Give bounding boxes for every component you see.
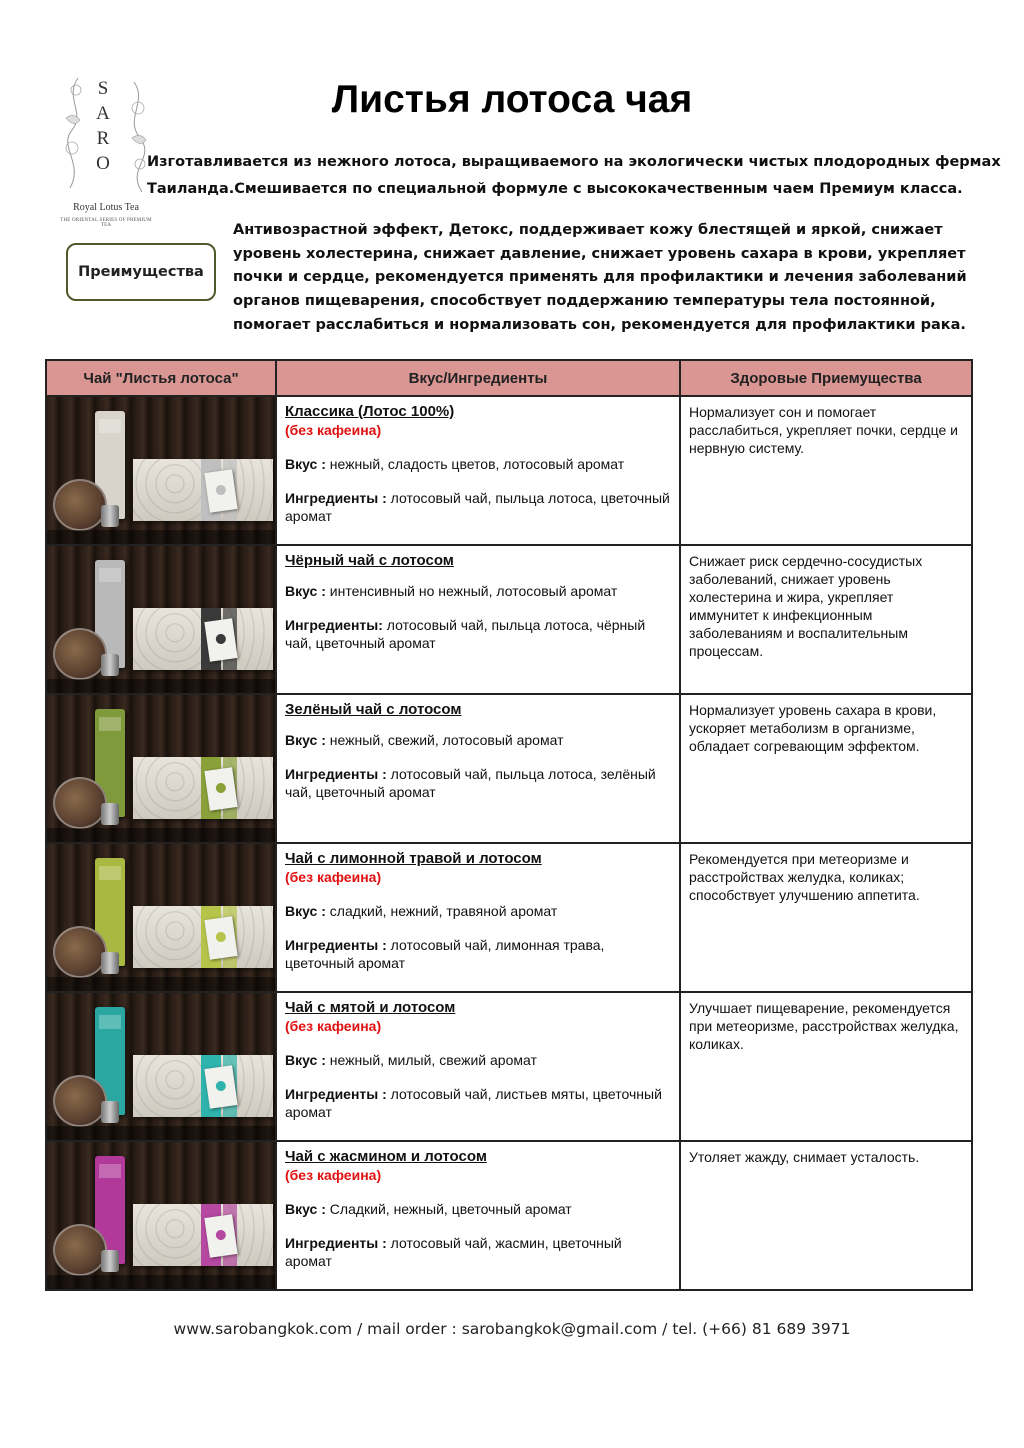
- health-benefits-cell: [680, 1141, 972, 1290]
- ingredients-value: лотосовый чай, жасмин, цветочный аромат: [285, 1235, 622, 1269]
- taste-value: нежный, сладость цветов, лотосовый аромат: [325, 456, 625, 472]
- header-tea: Чай "Листья лотоса": [46, 360, 276, 396]
- taste-label: Вкус :: [285, 1201, 326, 1217]
- ingredients-line: [285, 765, 671, 801]
- product-photo: [47, 397, 275, 544]
- intro-text: Изготавливается из нежного лотоса, выращиваемого на экологически чистых плодородных фермах Таиланда.Смешивается по специальной формуле с высококачественным чаем Премиум класса.: [147, 154, 1001, 197]
- ingredients-label: Ингредиенты:: [285, 617, 383, 633]
- table-row: [46, 843, 972, 992]
- taste-line: [285, 455, 671, 473]
- header-taste-ingredients: Вкус/Ингредиенты: [276, 360, 680, 396]
- tea-name: Чёрный чай с лотосом: [285, 552, 454, 569]
- logo-letter-o: O: [96, 153, 110, 174]
- table-row: [46, 694, 972, 843]
- taste-ingredients-cell: [276, 396, 680, 545]
- ingredients-label: Ингредиенты :: [285, 937, 387, 953]
- tea-sachet-icon: [204, 1065, 237, 1109]
- logo-letter-a: A: [96, 103, 110, 124]
- taste-label: Вкус :: [285, 456, 326, 472]
- glass-jar-icon: [53, 628, 107, 680]
- health-text: Утоляет жажду, снимает усталость.: [689, 1149, 920, 1165]
- ingredients-value: лотосовый чай, листьев мяты, цветочный аромат: [285, 1086, 662, 1120]
- taste-label: Вкус :: [285, 903, 326, 919]
- taste-label: Вкус :: [285, 1052, 326, 1068]
- tea-box-icon: [133, 608, 273, 670]
- decaf-note: (без кафеина): [285, 1018, 382, 1034]
- jar-lid-icon: [101, 1250, 119, 1272]
- taste-value: сладкий, нежний, травяной аромат: [325, 903, 558, 919]
- health-benefits-cell: [680, 843, 972, 992]
- tea-sachet-icon: [204, 618, 237, 662]
- product-photo-cell: [46, 1141, 276, 1290]
- decaf-note: (без кафеина): [285, 869, 382, 885]
- taste-value: Сладкий, нежный, цветочный аромат: [325, 1201, 572, 1217]
- product-photo-cell: [46, 843, 276, 992]
- table-row: [46, 545, 972, 694]
- logo-letter-s: S: [97, 78, 109, 99]
- product-photo: [47, 1142, 275, 1289]
- tea-name: Чай с жасмином и лотосом: [285, 1148, 487, 1165]
- ingredients-value: лотосовый чай, пыльца лотоса, чёрный чай, цветочный аромат: [285, 617, 646, 651]
- taste-ingredients-cell: [276, 843, 680, 992]
- table-row: [46, 396, 972, 545]
- ingredients-label: Ингредиенты :: [285, 766, 387, 782]
- advantages-label: Преимущества: [78, 264, 204, 280]
- taste-value: интенсивный но нежный, лотосовый аромат: [325, 583, 618, 599]
- product-photo-cell: [46, 992, 276, 1141]
- taste-line: [285, 582, 671, 600]
- product-photo-cell: [46, 694, 276, 843]
- ingredients-value: лотосовый чай, лимонная трава, цветочный аромат: [285, 937, 605, 971]
- health-text: Нормализует уровень сахара в крови, ускоряет метаболизм в организме, обладает согревающим эффектом.: [689, 702, 937, 754]
- jar-lid-icon: [101, 803, 119, 825]
- tea-name: Классика (Лотос 100%): [285, 403, 455, 420]
- footer-contacts: www.sarobangkok.com / mail order : sarobangkok@gmail.com / tel. (+66) 81 689 3971: [173, 1320, 851, 1338]
- product-photo-cell: [46, 545, 276, 694]
- ingredients-line: [285, 936, 671, 972]
- taste-ingredients-cell: [276, 1141, 680, 1290]
- glass-jar-icon: [53, 777, 107, 829]
- health-text: Нормализует сон и помогает расслабиться, укрепляет почки, сердце и нервную систему.: [689, 404, 958, 456]
- tea-sachet-icon: [204, 1214, 237, 1258]
- ingredients-line: [285, 1234, 671, 1270]
- glass-jar-icon: [53, 479, 107, 531]
- ingredients-label: Ингредиенты :: [285, 1086, 387, 1102]
- taste-ingredients-cell: [276, 694, 680, 843]
- table-row: [46, 992, 972, 1141]
- advantages-label-box: [66, 243, 216, 301]
- decaf-note: (без кафеина): [285, 422, 382, 438]
- tea-box-icon: [133, 1055, 273, 1117]
- taste-label: Вкус :: [285, 583, 326, 599]
- health-text: Улучшает пищеварение, рекомендуется при метеоризме, расстройствах желудка, коликах.: [689, 1000, 959, 1052]
- glass-jar-icon: [53, 1224, 107, 1276]
- table-row: [46, 1141, 972, 1290]
- logo-brand: Royal Lotus Tea: [73, 202, 139, 213]
- product-photo: [47, 844, 275, 991]
- taste-ingredients-cell: [276, 545, 680, 694]
- product-photo-cell: [46, 396, 276, 545]
- tea-name: Чай с лимонной травой и лотосом: [285, 850, 542, 867]
- tea-name: Чай с мятой и лотосом: [285, 999, 456, 1016]
- health-benefits-cell: [680, 694, 972, 843]
- tea-table: [45, 359, 973, 1291]
- health-text: Снижает риск сердечно-сосудистых заболеваний, снижает уровень холестерина и жира, укрепляет иммунитет к инфекционным заболеваниям и воспалительным процессам.: [689, 553, 923, 659]
- logo-tagline: THE ORIENTAL SERIES OF PREMIUM TEA: [60, 218, 152, 228]
- tea-box-icon: [133, 1204, 273, 1266]
- health-benefits-cell: [680, 545, 972, 694]
- advantages-text: Антивозрастной эффект, Детокс, поддерживает кожу блестящей и яркой, снижает уровень холестерина, снижает давление, снижает уровень сахара в крови, укрепляет почки и сердце, рекомендуется применять для профилактики и лечения заболеваний органов пищеварения, способствует поддержанию температуры тела постоянной, помогает расслабиться и нормализовать сон, рекомендуется для профилактики рака.: [233, 222, 967, 333]
- ingredients-line: [285, 489, 671, 525]
- tea-sachet-icon: [204, 916, 237, 960]
- page-title: Листья лотоса чая: [331, 78, 693, 121]
- ingredients-label: Ингредиенты :: [285, 1235, 387, 1251]
- taste-label: Вкус :: [285, 732, 326, 748]
- glass-jar-icon: [53, 926, 107, 978]
- ingredients-line: [285, 616, 671, 652]
- table-header-row: [46, 360, 972, 396]
- jar-lid-icon: [101, 1101, 119, 1123]
- taste-ingredients-cell: [276, 992, 680, 1141]
- ingredients-value: лотосовый чай, пыльца лотоса, зелёный чай, цветочный аромат: [285, 766, 656, 800]
- decaf-note: (без кафеина): [285, 1167, 382, 1183]
- tea-box-icon: [133, 906, 273, 968]
- taste-line: [285, 1200, 671, 1218]
- glass-jar-icon: [53, 1075, 107, 1127]
- taste-line: [285, 1051, 671, 1069]
- taste-value: нежный, свежий, лотосовый аромат: [325, 732, 564, 748]
- product-photo: [47, 546, 275, 693]
- tea-sachet-icon: [204, 469, 237, 513]
- tea-box-icon: [133, 459, 273, 521]
- jar-lid-icon: [101, 952, 119, 974]
- taste-line: [285, 902, 671, 920]
- tea-box-icon: [133, 757, 273, 819]
- taste-value: нежный, милый, свежий аромат: [325, 1052, 537, 1068]
- health-benefits-cell: [680, 992, 972, 1141]
- tea-name: Зелёный чай с лотосом: [285, 701, 462, 718]
- ingredients-line: [285, 1085, 671, 1121]
- taste-line: [285, 731, 671, 749]
- header-health: Здоровые Приемущества: [680, 360, 972, 396]
- product-photo: [47, 993, 275, 1140]
- ingredients-label: Ингредиенты :: [285, 490, 387, 506]
- product-photo: [47, 695, 275, 842]
- jar-lid-icon: [101, 505, 119, 527]
- logo-letter-r: R: [96, 128, 110, 149]
- ingredients-value: лотосовый чай, пыльца лотоса, цветочный аромат: [285, 490, 670, 524]
- health-text: Рекомендуется при метеоризме и расстройствах желудка, коликах; способствует улучшению аппетита.: [689, 851, 920, 903]
- health-benefits-cell: [680, 396, 972, 545]
- tea-sachet-icon: [204, 767, 237, 811]
- jar-lid-icon: [101, 654, 119, 676]
